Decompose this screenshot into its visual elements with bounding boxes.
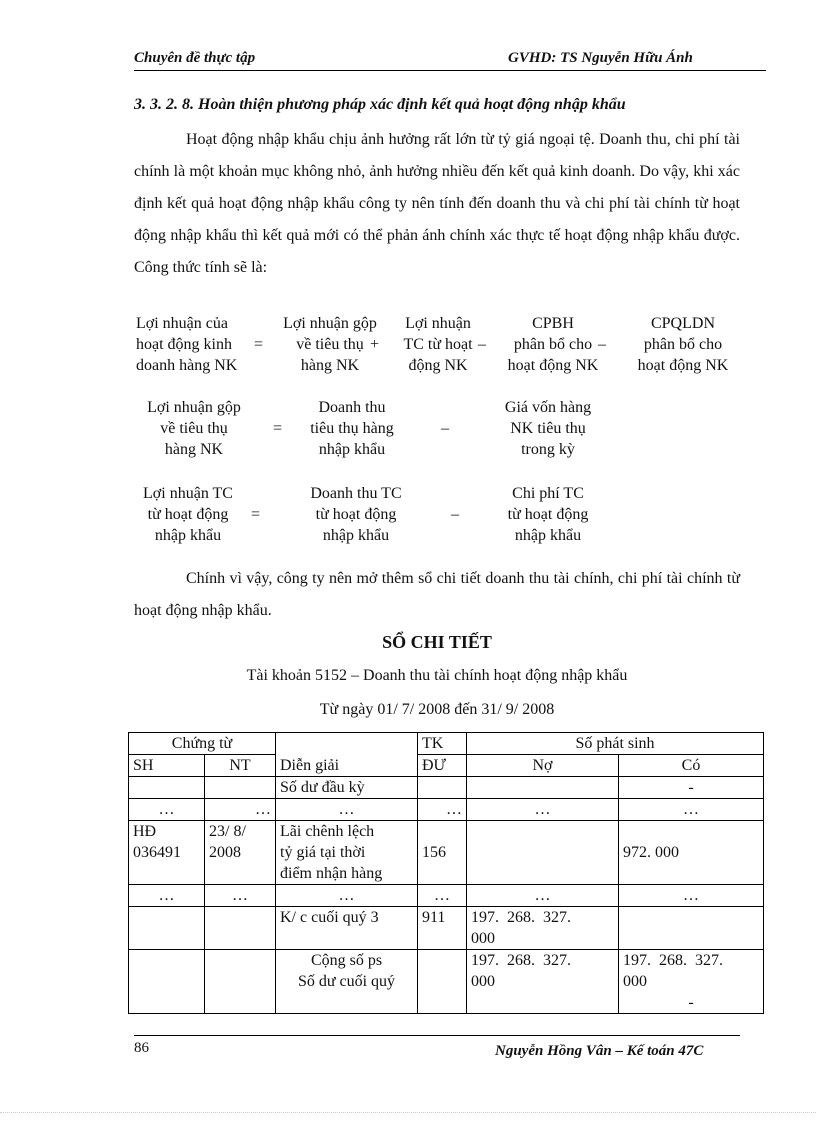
table-cell: [467, 777, 619, 799]
table-cell: [129, 907, 205, 950]
table-cell: [205, 777, 276, 799]
formula2-b: [486, 397, 610, 460]
formula3-a-line3: nhập khẩu: [322, 527, 390, 544]
closing-entry-no-line2: 000: [471, 930, 495, 947]
formula3-lhs-line3: nhập khẩu: [154, 527, 222, 544]
ellipsis-cell: …: [205, 799, 276, 821]
ellipsis-cell: …: [418, 885, 467, 907]
section-title: 3. 3. 2. 8. Hoàn thiện phương pháp xác định kết quả hoạt động nhập khẩu: [134, 96, 626, 113]
ledger-table: [128, 732, 764, 1014]
formula1-col2-line2: về tiêu thụ: [296, 336, 364, 353]
formula1-col3: [384, 313, 492, 376]
intro-paragraph: Hoạt động nhập khẩu chịu ảnh hưởng rất lớn từ tỷ giá ngoại tệ. Doanh thu, chi phí tài chính là một khoản mục không nhỏ, ảnh hưởng nhiều đến kết quả kinh doanh. Do vậy, khi xác định kết quả hoạt động nhập khẩu công ty nên tính đến doanh thu và chi phí tài chính từ hoạt động nhập khẩu thì kết quả mới có thể phản ánh chính xác thực tế hoạt động nhập khẩu được. Công thức tính sẽ là:: [134, 131, 740, 276]
table-cell: [205, 907, 276, 950]
formula2-a-line1: Doanh thu: [318, 399, 386, 416]
formula3-b-line2: từ hoạt động: [507, 506, 589, 523]
formula1-col3-line3: động NK: [408, 357, 468, 374]
ledger-account: Tài khoản 5152 – Doanh thu tài chính hoạt động nhập khẩu: [246, 667, 628, 684]
formula2-lhs: [132, 397, 256, 460]
ellipsis-cell: …: [129, 799, 205, 821]
formula1-col1: [136, 313, 237, 376]
formula1-col5-line3: hoạt động NK: [637, 357, 729, 374]
formula1-minus2: –: [598, 336, 606, 353]
ellipsis-cell: …: [619, 885, 764, 907]
formula2-lhs-line1: Lợi nhuận gộp: [147, 399, 241, 416]
formula1-col4-line1: CPBH: [532, 315, 574, 332]
table-cell: [418, 950, 467, 1014]
formula3-a-line2: từ hoạt động: [315, 506, 397, 523]
header-co: Có: [619, 755, 764, 777]
table-header-row-1: [129, 733, 764, 755]
header-nt: NT: [205, 755, 276, 777]
ellipsis-cell: …: [619, 799, 764, 821]
table-row-ellipsis: [129, 885, 764, 907]
header-du: ĐƯ: [418, 755, 467, 777]
formula3-lhs: [130, 483, 246, 546]
table-row-opening: [129, 777, 764, 799]
formula1-col3-line1: Lợi nhuận: [405, 315, 471, 332]
header-divider: [134, 70, 766, 71]
total-no: [467, 950, 619, 1014]
header-right: GVHD: TS Nguyễn Hữu Ánh: [508, 50, 693, 66]
formula3-a: [294, 483, 418, 546]
entry-sh: [129, 821, 205, 885]
entry-sh-line2: 036491: [133, 844, 181, 861]
entry-desc-line1: Lãi chênh lệch: [280, 823, 375, 840]
formula1-col2-line3: hàng NK: [300, 357, 360, 374]
total-co-line3: -: [688, 994, 694, 1011]
total-no-line1: 197. 268. 327.: [471, 952, 571, 969]
header-tk: TK: [418, 733, 467, 755]
formula1-col5: [622, 313, 744, 376]
formula1-col4-line2: phân bổ cho: [513, 336, 593, 353]
formula3-minus: –: [451, 506, 459, 523]
formula2-b-line3: trong kỳ: [521, 441, 575, 458]
formula2-a-line3: nhập khẩu: [318, 441, 386, 458]
entry-desc-line3: điểm nhận hàng: [280, 865, 383, 882]
closing-entry-tk: 911: [418, 907, 467, 950]
entry-desc-line2: tỷ giá tại thời: [280, 844, 366, 861]
header-left: Chuyên đề thực tập: [134, 50, 256, 66]
total-desc: [276, 950, 418, 1014]
table-cell: [418, 777, 467, 799]
formula1-col5-line1: CPQLDN: [650, 315, 715, 332]
total-desc-line1: Cộng số ps: [310, 952, 383, 969]
table-row-entry: [129, 821, 764, 885]
formula1-col1-line2: hoạt động kinh: [136, 336, 232, 353]
formula1-col4-line3: hoạt động NK: [507, 357, 599, 374]
formula3-b-line3: nhập khẩu: [514, 527, 582, 544]
page-edge-divider: [0, 1112, 816, 1113]
formula3-equals: =: [251, 506, 261, 523]
formula3-b: [486, 483, 610, 546]
total-co: [619, 950, 764, 1014]
closing-entry-no-line1: 197. 268. 327.: [471, 909, 571, 926]
entry-desc: [276, 821, 418, 885]
entry-no: [467, 821, 619, 885]
formula3-lhs-line1: Lợi nhuận TC: [143, 485, 233, 502]
footer-author: Nguyễn Hồng Vân – Kế toán 47C: [495, 1043, 704, 1059]
header-dien-giai: Diễn giải: [276, 733, 418, 777]
closing-paragraph: Chính vì vậy, công ty nên mở thêm sổ chi tiết doanh thu tài chính, chi phí tài chính từ hoạt động nhập khẩu.: [134, 570, 740, 619]
entry-sh-line1: HĐ: [133, 823, 157, 840]
formula1-col3-line2: TC từ hoạt: [403, 336, 473, 353]
formula3-b-line1: Chi phí TC: [512, 485, 584, 502]
formula2-lhs-line2: về tiêu thụ: [160, 420, 228, 437]
formula2-b-line2: NK tiêu thụ: [510, 420, 586, 437]
formula2-a: [290, 397, 414, 460]
ellipsis-cell: …: [276, 885, 418, 907]
total-no-line2: 000: [471, 973, 495, 990]
entry-nt: [205, 821, 276, 885]
entry-tk: 156: [418, 821, 467, 885]
header-sh: SH: [129, 755, 205, 777]
total-desc-line2: Số dư cuối quý: [297, 973, 396, 990]
closing-entry-desc: K/ c cuối quý 3: [276, 907, 418, 950]
entry-co: 972. 000: [619, 821, 764, 885]
header-chung-tu: Chứng từ: [129, 733, 276, 755]
opening-desc: Số dư đầu kỳ: [276, 777, 418, 799]
formula3-lhs-line2: từ hoạt động: [147, 506, 229, 523]
table-cell: [205, 950, 276, 1014]
header-no: Nợ: [467, 755, 619, 777]
table-row-ellipsis: [129, 799, 764, 821]
ellipsis-cell: …: [467, 885, 619, 907]
formula3-a-line1: Doanh thu TC: [310, 485, 402, 502]
formula2-a-line2: tiêu thụ hàng: [310, 420, 394, 437]
total-co-line2: 000: [623, 973, 647, 990]
closing-entry-no: [467, 907, 619, 950]
entry-nt-line1: 23/ 8/: [209, 823, 246, 840]
formula1-col1-line3: doanh hàng NK: [136, 357, 238, 374]
formula2-b-line1: Giá vốn hàng: [504, 399, 592, 416]
formula1-equals: =: [254, 336, 264, 353]
table-row-total: [129, 950, 764, 1014]
page-number: 86: [134, 1040, 149, 1056]
formula1-col5-line2: phân bổ cho: [643, 336, 723, 353]
table-cell: [619, 907, 764, 950]
ellipsis-cell: …: [467, 799, 619, 821]
ellipsis-cell: …: [418, 799, 467, 821]
ellipsis-cell: …: [129, 885, 205, 907]
header-so-phat-sinh: Số phát sinh: [467, 733, 764, 755]
total-co-line1: 197. 268. 327.: [623, 952, 723, 969]
formula2-minus: –: [441, 420, 449, 437]
ellipsis-cell: …: [276, 799, 418, 821]
table-row-closing-entry: [129, 907, 764, 950]
ellipsis-cell: …: [205, 885, 276, 907]
ledger-title: SỔ CHI TIẾT: [382, 632, 492, 652]
formula2-lhs-line3: hàng NK: [164, 441, 224, 458]
entry-nt-line2: 2008: [209, 844, 241, 861]
formula1-col1-line1: Lợi nhuận của: [136, 315, 228, 332]
opening-co: -: [619, 777, 764, 799]
formula1-minus1: –: [478, 336, 486, 353]
footer-divider: [134, 1035, 740, 1036]
table-cell: [129, 777, 205, 799]
formula1-plus: +: [370, 336, 380, 353]
table-header-row-2: [129, 755, 764, 777]
table-cell: [129, 950, 205, 1014]
ledger-period: Từ ngày 01/ 7/ 2008 đến 31/ 9/ 2008: [319, 701, 555, 718]
formula2-equals: =: [273, 420, 283, 437]
formula1-col2-line1: Lợi nhuận gộp: [283, 315, 377, 332]
